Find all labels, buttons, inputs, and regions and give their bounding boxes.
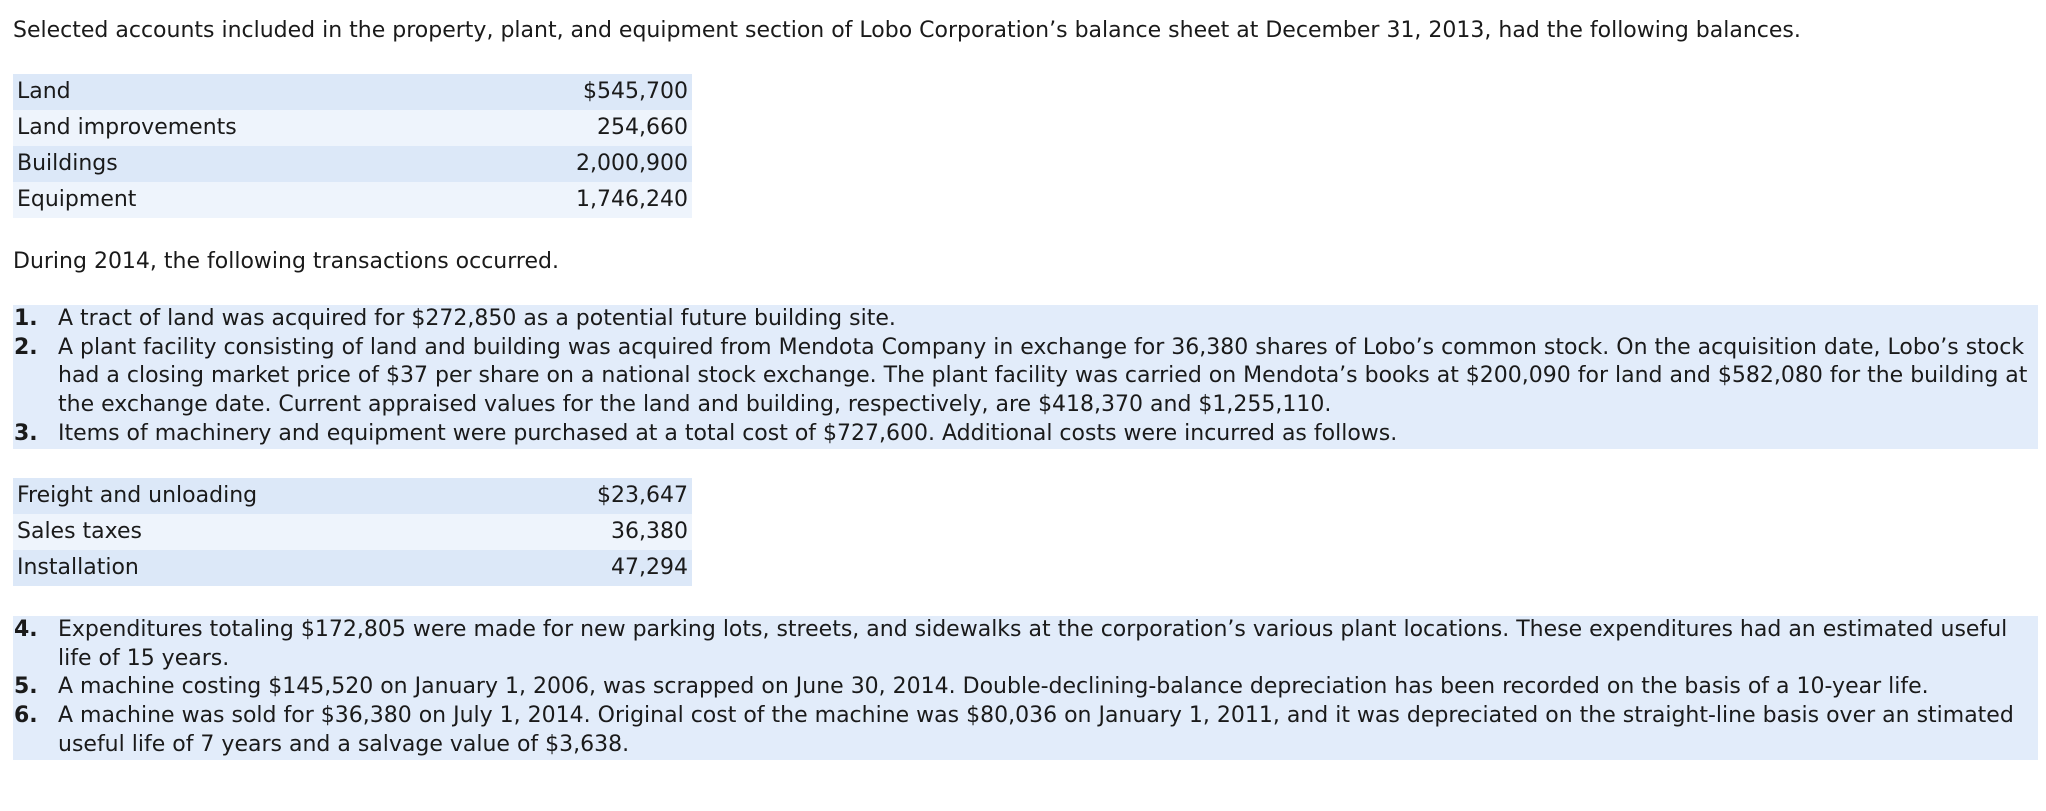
balances-table (13, 74, 692, 218)
table-row (13, 146, 692, 182)
list-item (13, 420, 2038, 449)
list-item (13, 305, 2038, 334)
item-number: 2. (14, 334, 38, 360)
item-number: 6. (14, 703, 38, 729)
balance-label: Equipment (13, 182, 422, 218)
item-number: 1. (14, 306, 38, 331)
list-item (13, 702, 2038, 759)
balance-value: 254,660 (422, 110, 692, 146)
item-text: A tract of land was acquired for $272,850 as a potential future building site. (58, 306, 896, 331)
list-item (13, 673, 2038, 702)
cost-label: Freight and unloading (13, 478, 422, 514)
balance-value: 1,746,240 (422, 182, 692, 218)
table-row (13, 478, 692, 514)
table-row (13, 182, 692, 218)
cost-value: 47,294 (422, 550, 692, 586)
list-item (13, 616, 2038, 673)
cost-label: Sales taxes (13, 514, 422, 550)
cost-label: Installation (13, 550, 422, 586)
additional-costs-table (13, 478, 692, 586)
item-text: Items of machinery and equipment were purchased at a total cost of $727,600. Additional costs were incurred as follows. (58, 420, 1398, 446)
item-number: 3. (14, 420, 38, 446)
balance-label: Land improvements (13, 110, 422, 146)
table-row (13, 110, 692, 146)
cost-value: $23,647 (422, 478, 692, 514)
transactions-list-b (13, 616, 2038, 760)
cost-value: 36,380 (422, 514, 692, 550)
item-text: A plant facility consisting of land and building was acquired from Mendota Company in exchange for 36,380 shares of Lobo’s common stock. On the acquisition date, Lobo’s stock had a closing market price of $37 per share on a national stock exchange. The plant facility was carried on Mendota’s books at $200,090 for land and $582,080 for the building at the exchange date. Current appraised values for the land and building, respectively, are $418,370 and $1,255,110. (58, 334, 2028, 418)
table-row (13, 74, 692, 110)
intro-text: Selected accounts included in the property, plant, and equipment section of Lobo Corporation’s balance sheet at December 31, 2013, had the following balances. (13, 18, 1801, 43)
item-text: A machine costing $145,520 on January 1, 2006, was scrapped on June 30, 2014. Double-declining-balance depreciation has been recorded on the basis of a 10-year life. (58, 674, 1929, 700)
item-text: Expenditures totaling $172,805 were made for new parking lots, streets, and sidewalks at the corporation’s various plant locations. These expenditures had an estimated useful life of 15 years. (58, 617, 2008, 671)
during-text: During 2014, the following transactions occurred. (13, 249, 559, 274)
list-item (13, 334, 2038, 420)
transactions-list-a (13, 305, 2038, 449)
table-row (13, 514, 692, 550)
item-number: 4. (14, 617, 38, 642)
balance-label: Buildings (13, 146, 422, 182)
item-text: A machine was sold for $36,380 on July 1, 2014. Original cost of the machine was $80,036 on January 1, 2011, and it was depreciated on the straight-line basis over an stimated useful life of 7 years and a salvage value of $3,638. (58, 703, 2014, 757)
balance-value: 2,000,900 (422, 146, 692, 182)
balance-value: $545,700 (422, 74, 692, 110)
item-number: 5. (14, 674, 38, 700)
table-row (13, 550, 692, 586)
balance-label: Land (13, 74, 422, 110)
